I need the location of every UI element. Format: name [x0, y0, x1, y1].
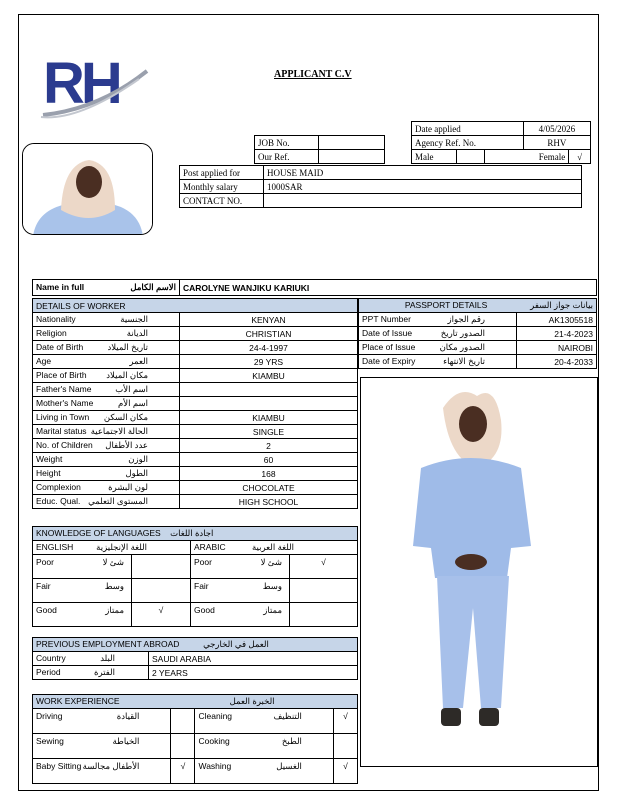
work-row: [33, 759, 358, 784]
employment-table: [32, 637, 358, 680]
details-row: [33, 313, 358, 327]
date-applied: 4/05/2026: [523, 122, 590, 136]
work-row: [33, 734, 358, 759]
applicant-photo-small: [22, 143, 153, 235]
passport-label: Date of Expiry: [362, 356, 416, 366]
details-row: [33, 495, 358, 509]
skill-label-ar: الغسيل: [276, 761, 302, 771]
level-label-ar: ممتاز: [105, 605, 124, 615]
employment-header: PREVIOUS EMPLOYMENT ABROAD: [36, 639, 180, 649]
detail-value: [180, 397, 358, 411]
date-applied-label: Date applied: [412, 122, 524, 136]
work-table: [32, 694, 358, 784]
arabic-label: ARABIC: [194, 542, 226, 552]
detail-label: Living in Town: [36, 412, 90, 422]
level-label: Fair: [194, 581, 209, 591]
country-label-ar: البلد: [100, 653, 115, 663]
skill-label: Sewing: [36, 736, 64, 746]
level-label-ar: وسط: [104, 581, 124, 591]
level-mark: [132, 579, 191, 603]
cv-page: [18, 14, 599, 791]
skill-label: Cleaning: [198, 711, 233, 721]
passport-header-ar: بيانات جواز السفر: [530, 300, 593, 310]
detail-label-ar: الطول: [125, 468, 148, 478]
english-label-ar: اللغة الإنجليزية: [96, 542, 147, 552]
details-row: [33, 481, 358, 495]
details-header: DETAILS OF WORKER: [33, 299, 358, 313]
our-ref-label: Our Ref.: [255, 150, 319, 164]
contact-value: [264, 194, 582, 208]
english-label: ENGLISH: [36, 542, 74, 552]
skill-label: Washing: [198, 761, 232, 771]
detail-label-ar: تاريخ الميلاد: [107, 342, 148, 352]
detail-label: Complexion: [36, 482, 81, 492]
detail-label-ar: الديانة: [126, 328, 148, 338]
passport-row: [359, 341, 597, 355]
skill-label: Driving: [36, 711, 63, 721]
passport-label-ar: تاريخ الانتهاء: [443, 356, 485, 366]
skill-label-ar: القيادة: [116, 711, 140, 721]
skill-label: Cooking: [198, 736, 230, 746]
details-row: [33, 369, 358, 383]
period-value: 2 YEARS: [149, 666, 358, 680]
post-label: Post applied for: [180, 166, 264, 180]
passport-label-ar: الصدور تاريخ: [440, 328, 485, 338]
passport-table: [358, 298, 597, 369]
skill-mark: √: [171, 759, 195, 784]
period-label-ar: الفترة: [94, 667, 115, 677]
level-mark: [132, 555, 191, 579]
job-no-label: JOB No.: [255, 136, 319, 150]
details-row: [33, 397, 358, 411]
detail-label: No. of Children: [36, 440, 93, 450]
period-label: Period: [36, 667, 61, 677]
level-mark: [290, 579, 358, 603]
skill-mark: [333, 734, 357, 759]
job-table: [254, 135, 385, 164]
passport-label: PPT Number: [362, 314, 411, 324]
detail-label-ar: الوزن: [128, 454, 148, 464]
passport-value: AK1305518: [517, 313, 597, 327]
skill-mark: [171, 734, 195, 759]
detail-label-ar: المستوى التعلمي: [88, 496, 148, 506]
level-label-ar: وسط: [262, 581, 282, 591]
detail-value: 60: [180, 453, 358, 467]
level-mark: [290, 603, 358, 627]
passport-row: [359, 327, 597, 341]
detail-label: Religion: [36, 328, 67, 338]
detail-label: Age: [36, 356, 52, 366]
detail-label: Weight: [36, 454, 63, 464]
passport-value: 21-4-2023: [517, 327, 597, 341]
detail-label: Educ. Qual.: [36, 496, 81, 506]
details-row: [33, 327, 358, 341]
name-label-ar: الاسم الكامل: [130, 282, 176, 292]
detail-label: Place of Birth: [36, 370, 87, 380]
language-row: [33, 603, 358, 627]
details-row: [33, 355, 358, 369]
detail-label: Date of Birth: [36, 342, 84, 352]
detail-label: Height: [36, 468, 61, 478]
detail-label-ar: الحالة الاجتماعية: [90, 426, 148, 436]
detail-value: CHRISTIAN: [180, 327, 358, 341]
agency-ref-label: Agency Ref. No.: [412, 136, 524, 150]
detail-label-ar: مكان السكن: [103, 412, 148, 422]
salary-value: 1000SAR: [264, 180, 582, 194]
detail-value: 29 YRS: [180, 355, 358, 369]
languages-header: KNOWLEDGE OF LANGUAGES: [36, 528, 161, 538]
level-mark: √: [132, 603, 191, 627]
job-no: [319, 136, 385, 150]
detail-value: KIAMBU: [180, 369, 358, 383]
skill-mark: √: [333, 709, 357, 734]
level-label: Good: [194, 605, 215, 615]
level-mark: √: [290, 555, 358, 579]
detail-label-ar: عدد الأطفال: [105, 440, 148, 450]
skill-label-ar: الطبخ: [281, 736, 302, 746]
detail-value: HIGH SCHOOL: [180, 495, 358, 509]
detail-value: [180, 383, 358, 397]
salary-label: Monthly salary: [180, 180, 264, 194]
details-row: [33, 341, 358, 355]
passport-label-ar: رقم الجواز: [447, 314, 485, 324]
detail-label: Nationality: [36, 314, 76, 324]
detail-label-ar: مكان الميلاد: [106, 370, 148, 380]
level-label: Poor: [194, 557, 212, 567]
detail-value: CHOCOLATE: [180, 481, 358, 495]
language-row: [33, 555, 358, 579]
country-value: SAUDI ARABIA: [149, 652, 358, 666]
detail-value: 24-4-1997: [180, 341, 358, 355]
detail-value: KIAMBU: [180, 411, 358, 425]
passport-label-ar: الصدور مكان: [439, 342, 485, 352]
detail-label-ar: اسم الأب: [115, 384, 148, 394]
page-title: APPLICANT C.V: [274, 69, 352, 80]
details-row: [33, 383, 358, 397]
country-label: Country: [36, 653, 66, 663]
level-label: Good: [36, 605, 57, 615]
detail-label-ar: العمر: [129, 356, 148, 366]
passport-value: 20-4-2033: [517, 355, 597, 369]
agency-ref: RHV: [523, 136, 590, 150]
detail-label-ar: الجنسية: [120, 314, 148, 324]
languages-table: [32, 526, 358, 627]
details-row: [33, 425, 358, 439]
contact-label: CONTACT NO.: [180, 194, 264, 208]
our-ref: [319, 150, 385, 164]
work-header: WORK EXPERIENCE: [36, 696, 120, 706]
details-row: [33, 439, 358, 453]
detail-value: 2: [180, 439, 358, 453]
skill-mark: √: [333, 759, 357, 784]
passport-label: Place of Issue: [362, 342, 416, 352]
detail-label: Father's Name: [36, 384, 92, 394]
detail-label: Marital status: [36, 426, 87, 436]
detail-label-ar: لون البشرة: [108, 482, 148, 492]
detail-label: Mother's Name: [36, 398, 94, 408]
level-label-ar: ممتاز: [263, 605, 282, 615]
level-label: Fair: [36, 581, 51, 591]
details-row: [33, 411, 358, 425]
detail-value: 168: [180, 467, 358, 481]
skill-label: Baby Sitting: [36, 761, 82, 771]
passport-header: PASSPORT DETAILS: [404, 300, 488, 310]
skill-label-ar: الخياطة: [112, 736, 140, 746]
applied-table: [411, 121, 591, 164]
female-label: Female: [485, 150, 569, 164]
female-check: √: [569, 150, 591, 164]
name-label: Name in full: [36, 282, 85, 292]
passport-row: [359, 313, 597, 327]
detail-label-ar: اسم الأم: [118, 398, 148, 408]
passport-row: [359, 355, 597, 369]
passport-value: NAIROBI: [517, 341, 597, 355]
employment-header-ar: العمل في الخارجي: [203, 639, 269, 649]
svg-text:RH: RH: [43, 51, 119, 116]
detail-value: KENYAN: [180, 313, 358, 327]
post-value: HOUSE MAID: [264, 166, 582, 180]
detail-value: SINGLE: [180, 425, 358, 439]
skill-mark: [171, 709, 195, 734]
work-row: [33, 709, 358, 734]
level-label: Poor: [36, 557, 54, 567]
skill-label-ar: الأطفال مجالسة: [82, 761, 140, 771]
language-row: [33, 579, 358, 603]
name-table: [32, 279, 597, 296]
details-table: [32, 298, 358, 509]
work-header-ar: الخبرة العمل: [229, 696, 275, 706]
languages-header-ar: اجادة اللغات: [170, 528, 214, 538]
details-row: [33, 467, 358, 481]
details-row: [33, 453, 358, 467]
applicant-photo-full: [360, 377, 598, 767]
level-label-ar: شئ لا: [102, 557, 124, 567]
company-logo: [39, 49, 151, 121]
passport-label: Date of Issue: [362, 328, 413, 338]
arabic-label-ar: اللغة العربية: [251, 542, 294, 552]
level-label-ar: شئ لا: [260, 557, 282, 567]
name-value: CAROLYNE WANJIKU KARIUKI: [180, 280, 597, 296]
skill-label-ar: التنظيف: [273, 711, 302, 721]
male-label: Male: [412, 150, 457, 164]
post-table: [179, 165, 582, 208]
